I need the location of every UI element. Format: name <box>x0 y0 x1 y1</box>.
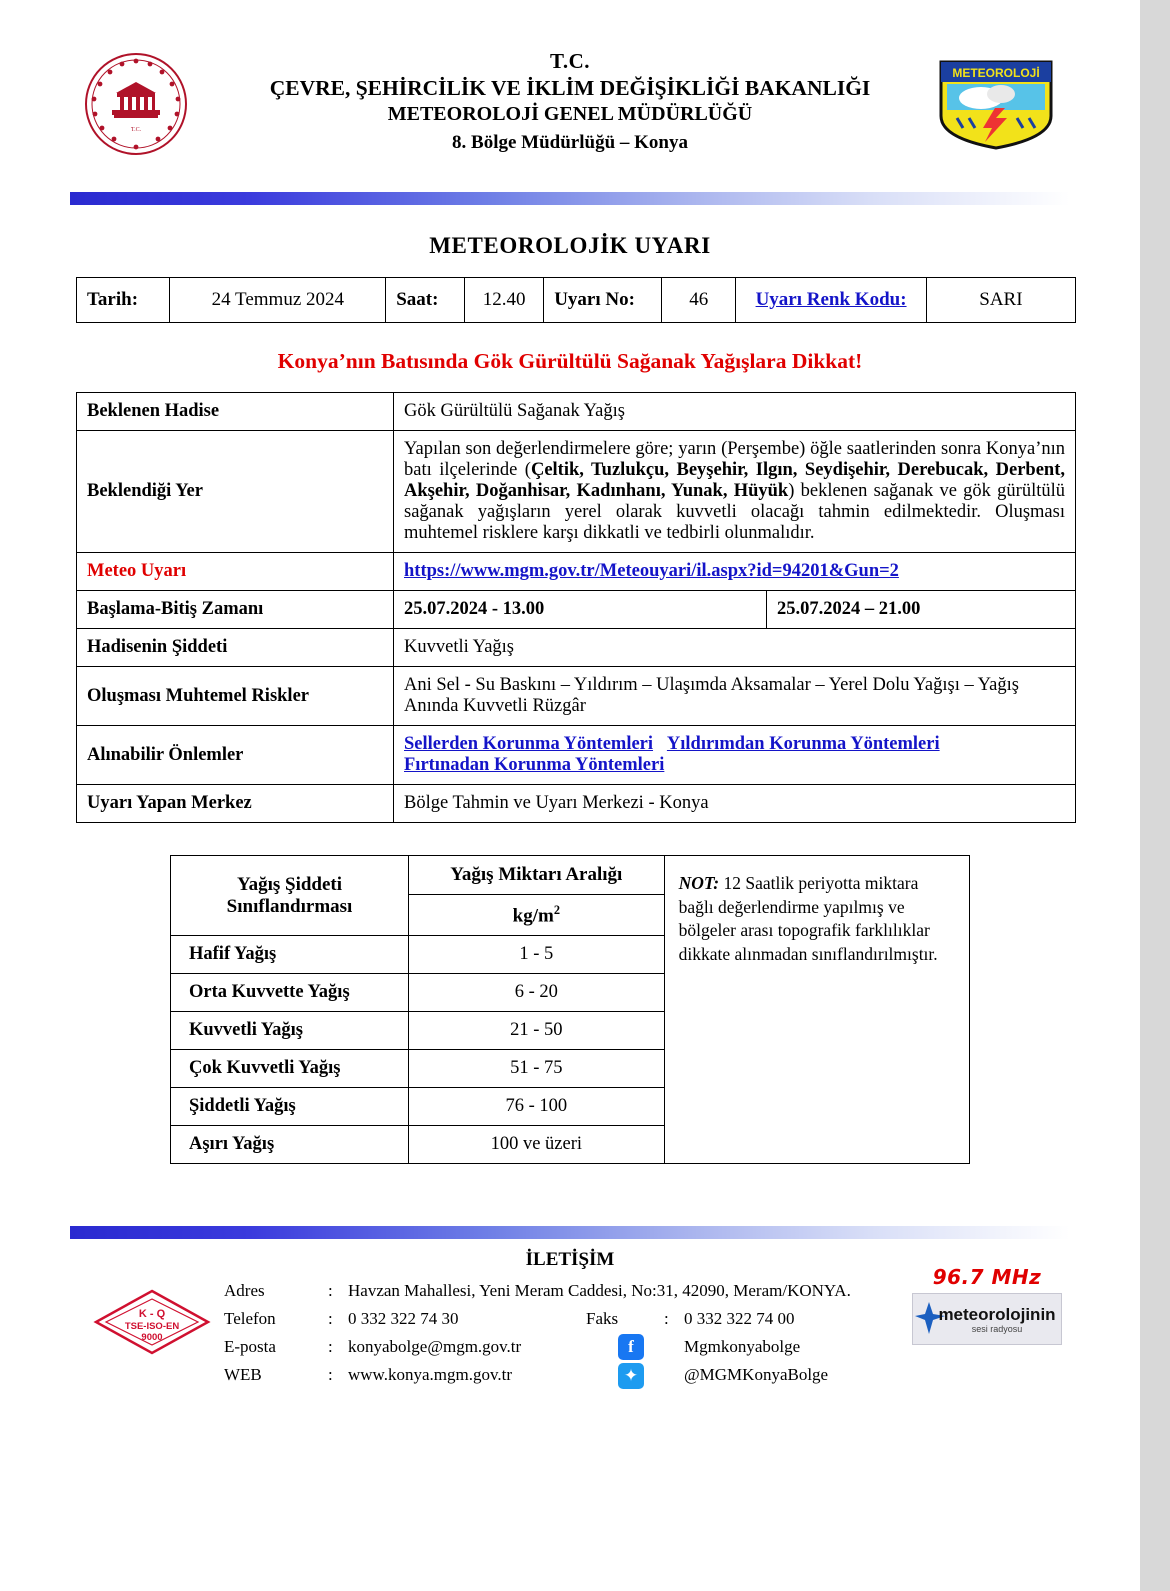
address-label: Adres <box>224 1281 265 1301</box>
end-time-value: 25.07.2024 – 21.00 <box>767 591 1076 629</box>
precipitation-classification-section <box>0 855 1140 1164</box>
class-name-severe: Şiddetli Yağış <box>171 1088 409 1126</box>
kq-certificate-icon <box>92 1287 212 1357</box>
start-time-value: 25.07.2024 - 13.00 <box>394 591 767 629</box>
header-line-1: T.C. <box>549 49 591 73</box>
amount-unit-exponent: 2 <box>553 903 560 917</box>
class-name-light: Hafif Yağış <box>171 936 409 974</box>
radio-brand-box <box>912 1293 1062 1345</box>
colon: : <box>328 1281 333 1301</box>
date-label: Tarih: <box>77 278 170 323</box>
document-header <box>0 0 1140 178</box>
warning-no-value: 46 <box>662 278 736 323</box>
meteo-warning-label: Meteo Uyarı <box>77 553 394 591</box>
class-range-moderate: 6 - 20 <box>409 974 665 1012</box>
measure-link-lightning[interactable]: Yıldırımdan Korunma Yöntemleri <box>666 734 940 754</box>
severity-label: Hadisenin Şiddeti <box>77 629 394 667</box>
radio-logo <box>912 1265 1062 1345</box>
fax-value: 0 332 322 74 00 <box>684 1308 795 1328</box>
phone-label: Telefon <box>224 1308 276 1328</box>
class-range-light: 1 - 5 <box>409 936 665 974</box>
table-row <box>77 278 1076 323</box>
colon: : <box>664 1308 669 1328</box>
colon: : <box>328 1308 333 1328</box>
class-name-very-strong: Çok Kuvvetli Yağış <box>171 1050 409 1088</box>
twitter-icon[interactable]: ✦ <box>582 1360 680 1388</box>
expected-event-value: Gök Gürültülü Sağanak Yağış <box>394 393 1076 431</box>
measures-links[interactable] <box>394 726 1076 785</box>
alert-headline: Konya’nın Batısında Gök Gürültülü Sağanak Yağışlara Dikkat! <box>277 349 863 373</box>
header-line-3: METEOROLOJİ GENEL MÜDÜRLÜĞÜ <box>387 103 753 126</box>
colon: : <box>328 1336 333 1356</box>
svg-text:9000: 9000 <box>141 1332 163 1344</box>
risks-value: Ani Sel - Su Baskını – Yıldırım – Ulaşımda Aksamalar – Yerel Dolu Yağışı – Yağış Anında Kuvvetli Rüzgâr <box>394 667 1076 726</box>
warning-details-table <box>76 392 1076 823</box>
class-name-strong: Kuvvetli Yağış <box>171 1012 409 1050</box>
table-header-row <box>171 856 970 895</box>
table-row <box>77 553 1076 591</box>
measure-link-storm[interactable]: Fırtınadan Korunma Yöntemleri <box>404 755 665 775</box>
precipitation-classification-table <box>170 855 970 1164</box>
class-name-extreme: Aşırı Yağış <box>171 1126 409 1164</box>
svg-text:sesi radyosu: sesi radyosu <box>971 1324 1023 1335</box>
radio-frequency: 96.7 MHz <box>932 1265 1042 1290</box>
warning-color-value: SARI <box>926 278 1075 323</box>
time-label: Saat: <box>386 278 465 323</box>
note-prefix: NOT: <box>678 873 720 893</box>
contact-row-phone <box>220 1305 920 1333</box>
risks-label: Oluşması Muhtemel Riskler <box>77 667 394 726</box>
expected-area-part1: Yapılan son değerlendirmelere göre; yarın (Perşembe) öğle saatlerinden sonra Konya’nın batı ilçelerinde ( <box>404 439 1065 480</box>
expected-area-label: Beklendiği Yer <box>77 431 394 553</box>
meteo-warning-url[interactable]: https://www.mgm.gov.tr/Meteouyari/il.aspx?id=94201&Gun=2 <box>404 561 899 581</box>
classification-col-header: Yağış Şiddeti Sınıflandırması <box>171 856 409 936</box>
amount-unit: kg/m <box>512 905 554 927</box>
expected-event-label: Beklenen Hadise <box>77 393 394 431</box>
measures-label: Alınabilir Önlemler <box>77 726 394 785</box>
class-range-very-strong: 51 - 75 <box>409 1050 665 1088</box>
svg-text:METEOROLOJİ: METEOROLOJİ <box>952 66 1040 80</box>
phone-value: 0 332 322 74 30 <box>348 1308 459 1328</box>
time-value: 12.40 <box>465 278 544 323</box>
web-value[interactable]: www.konya.mgm.gov.tr <box>348 1364 512 1384</box>
expected-area-districts: Çeltik, Tuzlukçu, Beyşehir, Ilgın, Seydişehir, Derebucak, Derbent, Akşehir, Doğanhisar, Kadınhanı, Yunak, Hüyük <box>404 460 1066 501</box>
severity-value: Kuvvetli Yağış <box>394 629 1076 667</box>
date-value: 24 Temmuz 2024 <box>170 278 386 323</box>
warning-meta-table <box>76 277 1076 323</box>
class-range-extreme: 100 ve üzeri <box>409 1126 665 1164</box>
classification-note <box>664 856 969 1164</box>
header-line-2: ÇEVRE, ŞEHİRCİLİK VE İKLİM DEĞİŞİKLİĞİ BAKANLIĞI <box>269 75 871 100</box>
table-row <box>77 785 1076 823</box>
table-row <box>77 726 1076 785</box>
facebook-value[interactable]: Mgmkonyabolge <box>684 1336 801 1356</box>
table-row <box>77 667 1076 726</box>
amount-unit-header <box>409 895 665 936</box>
expected-area-part2: ) beklenen sağanak ve gök gürültülü sağanak yağışların yerel olarak kuvvetli olacağı tahmin edilmektedir. Oluşması muhtemel risklere karşı dikkatli ve tedbirli olunmalıdır. <box>404 481 1065 543</box>
table-row <box>77 629 1076 667</box>
meteoroloji-logo-icon <box>937 58 1055 150</box>
meteo-warning-link-cell[interactable] <box>394 553 1076 591</box>
page-gutter <box>1140 0 1170 1591</box>
colon: : <box>328 1364 333 1384</box>
email-label: E-posta <box>224 1336 276 1356</box>
measure-link-flood[interactable]: Sellerden Korunma Yöntemleri <box>404 734 654 754</box>
contact-row-address <box>220 1277 920 1305</box>
class-range-strong: 21 - 50 <box>409 1012 665 1050</box>
ministry-title-block <box>200 48 940 155</box>
warning-no-label: Uyarı No: <box>544 278 662 323</box>
fax-label: Faks <box>586 1308 619 1328</box>
header-line-4: 8. Bölge Müdürlüğü – Konya <box>452 131 688 153</box>
class-name-moderate: Orta Kuvvette Yağış <box>171 974 409 1012</box>
contact-details-table <box>220 1277 920 1388</box>
class-range-severe: 76 - 100 <box>409 1088 665 1126</box>
svg-text:K - Q: K - Q <box>138 1308 166 1321</box>
amount-col-header: Yağış Miktarı Aralığı <box>409 856 665 895</box>
contact-row-email <box>220 1332 920 1360</box>
start-end-label: Başlama-Bitiş Zamanı <box>77 591 394 629</box>
web-label: WEB <box>224 1364 262 1384</box>
svg-text:TSE-ISO-EN: TSE-ISO-EN <box>124 1321 180 1333</box>
svg-text:T.C.: T.C. <box>130 127 142 133</box>
table-row <box>77 591 1076 629</box>
expected-area-value <box>394 431 1076 553</box>
svg-text:meteorolojinin: meteorolojinin <box>938 1305 1056 1325</box>
warning-color-code-label: Uyarı Renk Kodu: <box>755 289 907 310</box>
header-divider-bar <box>70 192 1070 205</box>
issuing-center-value: Bölge Tahmin ve Uyarı Merkezi - Konya <box>394 785 1076 823</box>
footer-divider-bar <box>70 1226 1070 1239</box>
address-value: Havzan Mahallesi, Yeni Meram Caddesi, No:31, 42090, Meram/KONYA. <box>348 1281 851 1301</box>
warning-color-code-link[interactable] <box>736 278 927 323</box>
note-text: 12 Saatlik periyotta miktara bağlı değerlendirme yapılmış ve bölgeler arası topografik farklılıklar dikkate alınmadan sınıflandırılmıştır. <box>678 873 938 964</box>
table-row <box>77 393 1076 431</box>
facebook-icon[interactable]: f <box>582 1332 680 1360</box>
table-row <box>77 431 1076 553</box>
issuing-center-label: Uyarı Yapan Merkez <box>77 785 394 823</box>
contact-title: İLETİŞİM <box>525 1249 615 1271</box>
page-title: METEOROLOJİK UYARI <box>429 233 711 258</box>
twitter-value[interactable]: @MGMKonyaBolge <box>684 1364 829 1384</box>
contact-row-web <box>220 1360 920 1388</box>
document-footer <box>0 1239 1140 1439</box>
ministry-crest-icon <box>84 52 188 156</box>
email-value[interactable]: konyabolge@mgm.gov.tr <box>348 1336 522 1356</box>
